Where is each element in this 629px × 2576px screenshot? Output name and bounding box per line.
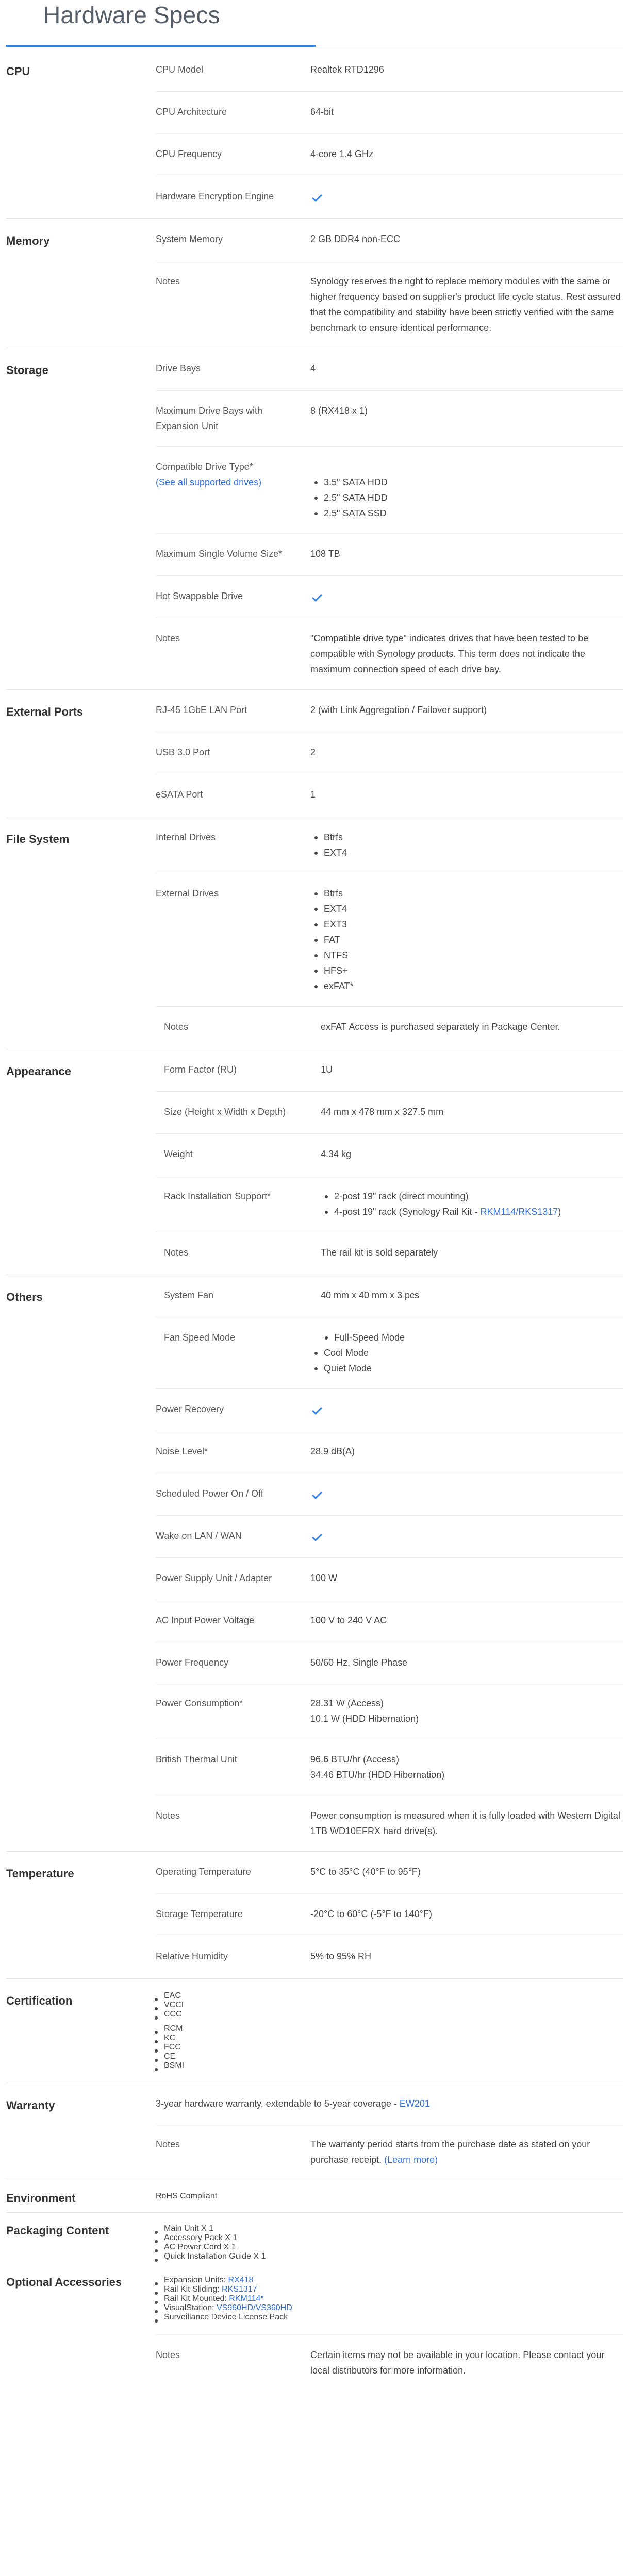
spec-label: Notes [156,2139,180,2149]
spec-label: System Fan [164,1290,214,1300]
packaging-list-wrap [156,2213,623,2268]
list-item: 2.5" SATA HDD [310,490,623,505]
list-item: Quiet Mode [310,1361,623,1376]
list-item: EXT4 [310,901,623,917]
spec-label: USB 3.0 Port [156,747,210,757]
spec-row [156,49,623,92]
section-memory [6,218,623,348]
certification-list [151,1991,623,2019]
list-item: HFS+ [310,963,623,978]
spec-row [156,92,623,134]
spec-label: CPU Frequency [156,149,222,159]
spec-row [156,1795,623,1851]
section-cpu [6,49,623,218]
checkmark-icon [312,1489,322,1499]
list-item: VCCI [151,2001,623,2010]
spec-label: Rack Installation Support* [164,1191,271,1201]
spec-value: 50/60 Hz, Single Phase [310,1657,408,1668]
spec-row [156,1683,623,1739]
list-item-text: Expansion Units: [164,2276,228,2284]
spec-label: Hot Swappable Drive [156,591,243,601]
rail-kit-link[interactable]: RKM114/RKS1317 [480,1207,558,1217]
list-item: NTFS [310,947,623,963]
spec-label: CPU Architecture [156,107,227,117]
list-item: Quick Installation Guide X 1 [151,2252,623,2261]
section-title: Storage [6,364,48,377]
spec-label: Notes [156,633,180,643]
section-title: External Ports [6,705,84,718]
spec-label: eSATA Port [156,789,203,800]
spec-row [156,1936,623,1978]
spec-value: 1U [321,1064,333,1075]
list-item: Accessory Pack X 1 [151,2233,623,2243]
rx418-link[interactable]: RX418 [228,2276,254,2284]
spec-value: 2 GB DDR4 non-ECC [310,234,401,244]
section-file-system [6,817,623,1049]
list-item: FCC [151,2043,623,2052]
ew201-link[interactable]: EW201 [399,2098,430,2109]
spec-value: 5% to 95% RH [310,1951,372,1961]
section-external-ports [6,689,623,817]
spec-row [156,176,623,218]
section-title: Optional Accessories [6,2276,122,2289]
list-item-text: VisualStation: [164,2303,217,2312]
spec-value: The rail kit is sold separately [321,1247,438,1258]
spec-value: 4-core 1.4 GHz [310,149,374,159]
list-item-text: ) [558,1207,561,1217]
spec-row [156,1894,623,1936]
spec-row [156,391,623,447]
spec-row [156,1473,623,1516]
spec-row [156,1176,623,1232]
spec-row [156,1389,623,1431]
spec-value: 100 W [310,1573,338,1583]
spec-row [156,690,623,732]
list-item: 2-post 19" rack (direct mounting) [321,1189,623,1204]
external-fs-list [310,886,623,994]
spec-value: 4.34 kg [321,1149,352,1159]
section-title: Certification [6,1994,73,2007]
packaging-list [151,2224,623,2261]
section-title: Appearance [6,1065,71,1078]
list-item: EAC [151,1991,623,2001]
spec-label: Power Consumption* [156,1698,243,1708]
section-warranty [6,2083,623,2180]
section-environment [6,2180,623,2212]
spec-row [156,732,623,774]
list-item: Surveillance Device License Pack [151,2313,623,2322]
spec-label: CPU Model [156,64,204,75]
section-title: Packaging Content [6,2224,109,2237]
spec-label: Maximum Drive Bays with Expansion Unit [156,405,263,431]
list-item: RCM [151,2024,623,2033]
section-others [6,1275,623,1851]
spec-value: Certain items may not be available in your location. Please contact your local distributors for more information. [310,2350,605,2376]
list-item-text: Rail Kit Mounted: [164,2294,229,2303]
list-item: KC [151,2033,623,2043]
accessories-list [151,2276,623,2322]
checkmark-icon [312,591,322,602]
spec-label: AC Input Power Voltage [156,1615,255,1625]
section-title: Environment [6,2192,76,2205]
spec-label: Drive Bays [156,363,201,374]
spec-value: 108 TB [310,549,340,559]
spec-row [156,134,623,176]
spec-row [156,1092,623,1134]
spec-label: Scheduled Power On / Off [156,1488,263,1499]
spec-label: Noise Level* [156,1446,208,1456]
list-item: 3.5" SATA HDD [310,474,623,490]
certification-list [151,2024,623,2071]
section-title: File System [6,833,70,845]
spec-row [156,873,623,1007]
spec-value: -20°C to 60°C (-5°F to 140°F) [310,1909,432,1919]
spec-label: Storage Temperature [156,1909,243,1919]
section-packaging [6,2212,623,2268]
spec-value: 10.1 W (HDD Hibernation) [310,1714,419,1724]
spec-value: 28.9 dB(A) [310,1446,355,1456]
accessories-list-wrap [156,2268,623,2334]
list-item: Main Unit X 1 [151,2224,623,2233]
list-item-text: 4-post 19" rack (Synology Rail Kit - [334,1207,481,1217]
spec-row [156,2124,623,2180]
spec-row [156,1317,623,1389]
spec-label: Wake on LAN / WAN [156,1531,242,1541]
spec-label: Internal Drives [156,832,216,842]
spec-label: Notes [156,2350,180,2360]
spec-value: "Compatible drive type" indicates drives that have been tested to be compatible with Synology products. This term does not indicate the maximum connection speed of each drive bay. [310,633,589,674]
warranty-notes-text: The warranty period starts from the purchase date as stated on your purchase receipt. [310,2139,590,2165]
spec-value [310,2124,623,2180]
spec-label: RJ-45 1GbE LAN Port [156,705,247,715]
list-item [151,2285,623,2294]
section-appearance [6,1049,623,1275]
spec-value: 28.31 W (Access) [310,1698,384,1708]
spec-label: British Thermal Unit [156,1754,237,1765]
list-item [151,2294,623,2303]
list-item [321,1204,623,1219]
spec-value: Power consumption is measured when it is fully loaded with Western Digital 1TB WD10EFRX hard drive(s). [310,1810,620,1836]
list-item [151,2303,623,2313]
checkmark-icon [312,192,322,202]
list-item: AC Power Cord X 1 [151,2243,623,2252]
list-item: 2.5" SATA SSD [310,505,623,521]
rkm114-link[interactable]: RKM114* [229,2294,264,2303]
spec-row [156,2083,623,2124]
spec-value: 40 mm x 40 mm x 3 pcs [321,1290,420,1300]
list-item: Cool Mode [310,1345,623,1361]
page-title: Hardware Specs [43,2,220,28]
rks1317-link[interactable]: RKS1317 [222,2285,257,2294]
visualstation-link[interactable]: VS960HD/VS360HD [217,2303,292,2312]
certification-lists [156,1979,623,2083]
spec-label: System Memory [156,234,223,244]
section-title: Memory [6,234,50,247]
spec-label: Notes [156,1810,180,1821]
spec-row [156,1007,623,1049]
compatible-drive-list [310,474,623,521]
section-certification [6,1978,623,2083]
list-item: CCC [151,2010,623,2019]
spec-label: Power Frequency [156,1657,229,1668]
spec-row [156,348,623,391]
spec-value: 44 mm x 478 mm x 327.5 mm [321,1107,444,1117]
checkmark-icon [312,1404,322,1415]
warranty-text-body: 3-year hardware warranty, extendable to 5-year coverage - [156,2098,400,2109]
spec-value: Realtek RTD1296 [310,64,384,75]
spec-label: Notes [164,1022,189,1032]
spec-value: exFAT Access is purchased separately in Package Center. [321,1022,560,1032]
spec-label [156,447,310,533]
section-title: Others [6,1291,43,1303]
spec-row [156,261,623,348]
spec-row [156,1134,623,1176]
spec-row [156,1232,623,1275]
section-title: CPU [6,65,30,78]
spec-row [156,1739,623,1795]
spec-row [156,576,623,618]
section-temperature [6,1851,623,1978]
spec-row [156,1516,623,1558]
list-item: Btrfs [310,829,623,845]
spec-row [156,1431,623,1473]
fan-mode-list [321,1330,623,1345]
spec-value: 8 (RX418 x 1) [310,405,368,416]
internal-fs-list [310,829,623,860]
spec-label: Hardware Encryption Engine [156,191,274,201]
list-item-text: Rail Kit Sliding: [164,2285,222,2294]
list-item: Btrfs [310,886,623,901]
section-storage [6,348,623,689]
spec-label: Form Factor (RU) [164,1064,237,1075]
rack-support-list [321,1189,623,1219]
compatible-drive-type-label: Compatible Drive Type* [156,462,253,472]
spec-value: 64-bit [310,107,334,117]
spec-label: External Drives [156,888,219,899]
spec-value: 1 [310,789,316,800]
spec-label: Operating Temperature [156,1867,251,1877]
list-item: EXT4 [310,845,623,860]
spec-label: Maximum Single Volume Size* [156,549,283,559]
learn-more-link[interactable]: (Learn more) [384,2155,438,2165]
list-item: FAT [310,932,623,947]
spec-row [156,219,623,261]
spec-row [156,1852,623,1894]
spec-value: 34.46 BTU/hr (HDD Hibernation) [310,1770,445,1780]
spec-row [156,817,623,873]
fan-mode-list-continued [310,1345,623,1376]
spec-label: Weight [164,1149,193,1159]
spec-row [156,618,623,689]
section-title: Warranty [6,2099,55,2112]
list-item: Full-Speed Mode [321,1330,623,1345]
spec-row [156,1049,623,1092]
title-underline [6,45,316,47]
spec-row [156,1600,623,1642]
spec-label: Relative Humidity [156,1951,228,1961]
list-item: BSMI [151,2061,623,2071]
spec-row [156,774,623,817]
spec-row [156,534,623,576]
page-header [6,0,623,49]
warranty-text [156,2083,430,2124]
spec-label: Size (Height x Width x Depth) [164,1107,286,1117]
spec-label: Power Recovery [156,1404,224,1414]
spec-value: 5°C to 35°C (40°F to 95°F) [310,1867,421,1877]
checkmark-icon [312,1531,322,1541]
list-item: exFAT* [310,978,623,994]
section-title: Temperature [6,1867,74,1880]
spec-label: Notes [156,276,180,286]
list-item [151,2276,623,2285]
spec-value: 2 (with Link Aggregation / Failover support) [310,705,487,715]
see-all-supported-drives-link[interactable]: (See all supported drives) [156,477,262,487]
list-item: EXT3 [310,917,623,932]
spec-row [156,2334,623,2391]
list-item: CE [151,2052,623,2061]
spec-row [156,447,623,534]
spec-value: 96.6 BTU/hr (Access) [310,1754,400,1765]
section-optional-accessories [6,2268,623,2391]
spec-row [156,1275,623,1317]
environment-value: RoHS Compliant [156,2192,218,2200]
spec-value: 4 [310,363,316,374]
spec-label: Power Supply Unit / Adapter [156,1573,272,1583]
spec-row [156,1558,623,1600]
spec-label: Notes [164,1247,189,1258]
spec-row [156,1642,623,1683]
spec-value: 100 V to 240 V AC [310,1615,387,1625]
spec-label: Fan Speed Mode [164,1332,236,1343]
spec-value: Synology reserves the right to replace memory modules with the same or higher frequency based on supplier's product life cycle status. Rest assured that the compatibility and stability have been strictly verified with the same benchmark to ensure identical performance. [310,276,621,333]
spec-value: 2 [310,747,316,757]
